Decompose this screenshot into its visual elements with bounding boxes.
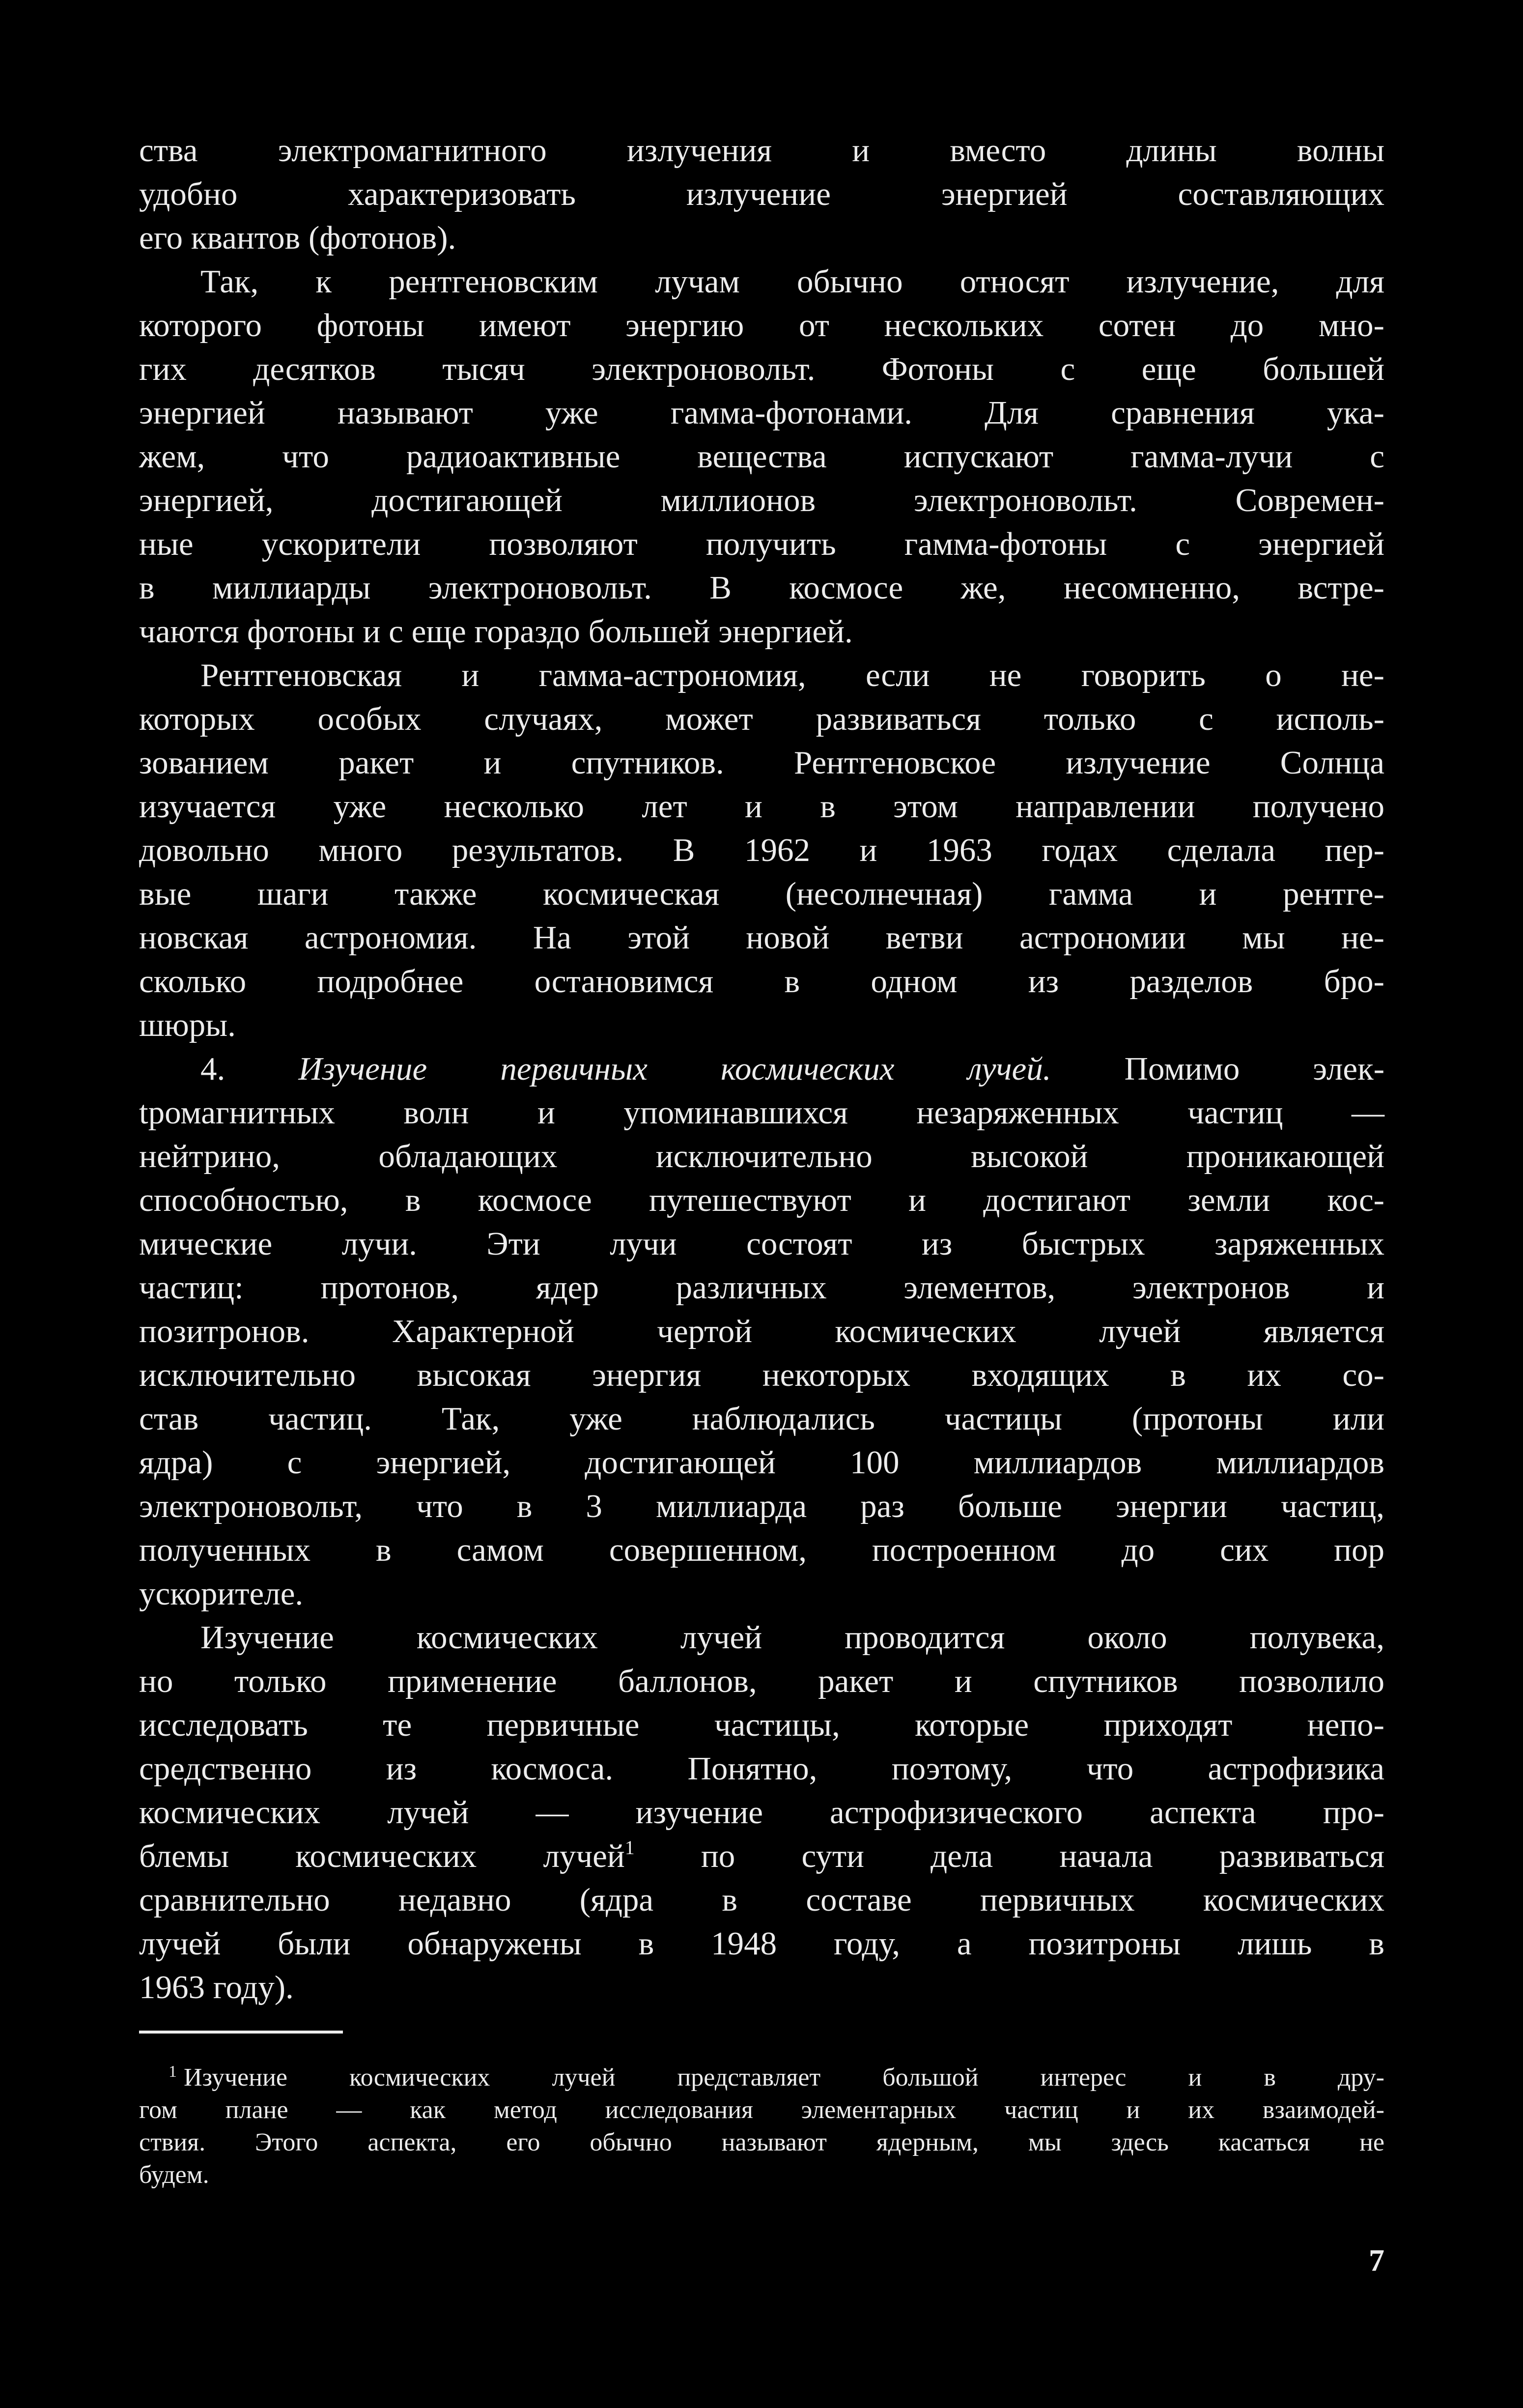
text-line: исключительно высокая энергия некоторых входящих в их со- [139, 1357, 1384, 1393]
text-line: но только применение баллонов, ракет и спутников позволило [139, 1663, 1384, 1699]
text-line: которых особых случаях, может развиваться только с исполь- [139, 701, 1384, 737]
main-text [139, 129, 1384, 2009]
text-line: шюры. [139, 1007, 236, 1043]
text-line-with-footnote-ref [139, 1835, 1384, 1878]
page-number: 7 [1369, 2243, 1384, 2278]
footnote-mark: 1 [169, 2063, 177, 2081]
text-line: энергией, достигающей миллионов электроновольт. Современ- [139, 482, 1384, 518]
text-line: средственно из космоса. Понятно, поэтому, что астрофизика [139, 1750, 1384, 1787]
text-line: которого фотоны имеют энергию от нескольких сотен до мно- [139, 307, 1384, 344]
text-line: его квантов (фотонов). [139, 220, 456, 256]
footnote-line: будем. [139, 2161, 209, 2189]
text-line: вые шаги также космическая (несолнечная) гамма и рентге- [139, 876, 1384, 912]
text-line: сравнительно недавно (ядра в составе первичных космических [139, 1882, 1384, 1918]
text-line: жем, что радиоактивные вещества испускают гамма-лучи с [139, 438, 1384, 475]
text-line: гих десятков тысяч электроновольт. Фотоны с еще большей [139, 351, 1384, 387]
text-line: ускорителе. [139, 1576, 304, 1612]
text-line: электроновольт, что в 3 миллиарда раз больше энергии частиц, [139, 1488, 1384, 1524]
text-line: Рентгеновская и гамма-астрономия, если не говорить о не- [200, 657, 1384, 693]
text-line: нейтрино, обладающих исключительно высокой проникающей [139, 1138, 1384, 1175]
text-line: удобно характеризовать излучение энергией составляющих [139, 176, 1384, 212]
text-line: зованием ракет и спутников. Рентгеновское излучение Солнца [139, 745, 1384, 781]
text-fragment: по сути дела начала развиваться [701, 1838, 1385, 1874]
section-number: 4. [200, 1051, 226, 1087]
text-line: Изучение космических лучей проводится около полувека, [200, 1619, 1384, 1656]
text-line: в миллиарды электроновольт. В космосе же, несомненно, встре- [139, 570, 1384, 606]
text-line: 1963 году). [139, 1969, 294, 2006]
text-line: ные ускорители позволяют получить гамма-фотоны с энергией [139, 526, 1384, 562]
footnote-line [139, 2062, 1384, 2094]
text-line: исследовать те первичные частицы, которые приходят непо- [139, 1707, 1384, 1743]
section-4-heading-line [139, 1047, 1384, 1091]
footnote-text: Изучение космических лучей представляет большой интерес и в дру- [184, 2064, 1384, 2092]
footnote-line: гом плане — как метод исследования элементарных частиц и их взаимодей- [139, 2096, 1384, 2124]
text-line: ядра) с энергией, достигающей 100 миллиардов миллиардов [139, 1444, 1384, 1481]
text-line: космических лучей — изучение астрофизического аспекта про- [139, 1794, 1384, 1831]
text-line: tромагнитных волн и упоминавшихся незаряженных частиц — [139, 1094, 1384, 1131]
text-line: энергией называют уже гамма-фотонами. Для сравнения ука- [139, 395, 1384, 431]
text-line: способностью, в космосе путешествуют и достигают земли кос- [139, 1182, 1384, 1218]
text-line: частиц: протонов, ядер различных элементов, электронов и [139, 1269, 1384, 1306]
text-line: чаются фотоны и с еще гораздо большей энергией. [139, 613, 853, 650]
text-fragment: блемы космических лучей [139, 1838, 625, 1874]
footnote-divider [139, 2031, 343, 2034]
text-line: Так, к рентгеновским лучам обычно относят излучение, для [200, 263, 1384, 300]
footnote-reference[interactable]: 1 [624, 1836, 635, 1859]
text-line: изучается уже несколько лет и в этом направлении получено [139, 788, 1384, 825]
text-line: лучей были обнаружены в 1948 году, а позитроны лишь в [139, 1925, 1384, 1962]
section-heading-rest: Помимо элек- [1124, 1051, 1385, 1087]
section-title: Изучение первичных космических лучей. [298, 1051, 1051, 1087]
text-line: мические лучи. Эти лучи состоят из быстрых заряженных [139, 1226, 1384, 1262]
text-line: ства электромагнитного излучения и вместо длины волны [139, 132, 1384, 169]
footnote [139, 2062, 1384, 2191]
text-line: довольно много результатов. В 1962 и 1963 годах сделала пер- [139, 832, 1384, 868]
footnote-line: ствия. Этого аспекта, его обычно называют ядерным, мы здесь касаться не [139, 2128, 1384, 2156]
text-line: полученных в самом совершенном, построенном до сих пор [139, 1532, 1384, 1568]
text-line: став частиц. Так, уже наблюдались частицы (протоны или [139, 1401, 1384, 1437]
text-line: позитронов. Характерной чертой космических лучей является [139, 1313, 1384, 1349]
text-line: сколько подробнее остановимся в одном из разделов бро- [139, 963, 1384, 1000]
text-line: новская астрономия. На этой новой ветви астрономии мы не- [139, 919, 1384, 956]
